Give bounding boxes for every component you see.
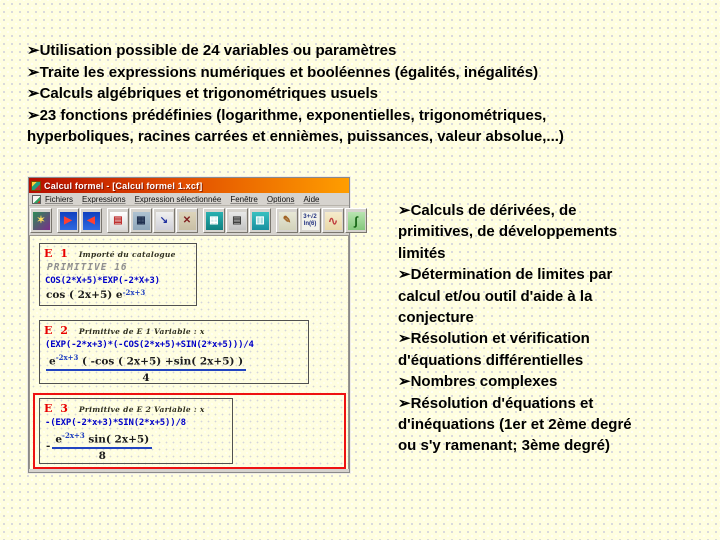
catalog-book-icon-glyph: ▤	[110, 212, 127, 230]
feature-list-right	[398, 200, 713, 457]
bullet-line: ➢23 fonctions prédéfinies (logarithme, exponentielles, trigonométriques,	[27, 106, 547, 124]
app-icon	[31, 181, 41, 191]
expression-rendered	[46, 289, 192, 301]
bullet-line-continuation: d'équations différentielles	[398, 351, 584, 369]
fraction-numerator	[52, 431, 152, 449]
annotate-icon-glyph: ✎	[279, 212, 296, 230]
selection-highlight	[33, 393, 346, 469]
wizard-arrow-icon[interactable]	[153, 208, 175, 233]
bullet-line-continuation: hyperboliques, racines carrées et ennièmes, puissances, valeur absolue,...)	[27, 128, 564, 145]
rendered-exponent: -2x+3	[55, 353, 79, 362]
fraction	[46, 353, 246, 384]
expression-panel-e2[interactable]	[39, 320, 309, 384]
menu-expressions[interactable]: Expressions	[82, 194, 126, 204]
keyboard-icon[interactable]	[130, 208, 152, 233]
annotate-icon[interactable]	[276, 208, 298, 233]
numeric-eval-line1: 3+√2	[303, 214, 317, 220]
rendered-base: e	[49, 355, 56, 368]
bullet-line: ➢Résolution et vérification	[398, 330, 590, 348]
bullet-line-continuation: primitives, de développements	[398, 223, 618, 241]
save-file-icon-glyph: ◀	[83, 212, 100, 230]
rendered-rest: ( -cos ( 2x+5) +sin( 2x+5) )	[78, 355, 244, 368]
expression-rendered	[46, 431, 228, 462]
fraction	[52, 431, 152, 462]
bullet-line: ➢Utilisation possible de 24 variables ou paramètres	[27, 42, 397, 59]
bullet-line-continuation: ou s'y ramenant; 3ème degré)	[398, 437, 610, 455]
expression-input: COS(2*X+5)*EXP(-2*X+3)	[45, 276, 160, 286]
panel-header	[44, 402, 228, 415]
bullet-line: ➢Détermination de limites par	[398, 266, 613, 284]
curve-plot-icon[interactable]	[322, 208, 344, 233]
bullet-line-continuation: limités	[398, 244, 446, 262]
expression-id: E 2	[44, 324, 70, 337]
tools-icon-glyph: ✕	[179, 212, 196, 230]
save-file-icon[interactable]	[80, 208, 102, 233]
expression-input: (EXP(-2*x+3)*(-COS(2*x+5)+SIN(2*x+5)))/4	[45, 340, 254, 350]
bullet-line: ➢Calculs de dérivées, de	[398, 202, 577, 219]
rendered-exponent: -2x+3	[62, 431, 85, 440]
document-area	[29, 236, 349, 469]
menu-fichiers[interactable]: Fichiers	[45, 194, 74, 204]
bullet-line: ➢Résolution d'équations et	[398, 394, 594, 412]
toolbar	[29, 206, 358, 236]
title-bar[interactable]	[29, 178, 349, 193]
expression-meta: PRIMITIVE 16	[47, 262, 128, 273]
bullet-line-continuation: d'inéquations (1er et 2ème degré	[398, 416, 632, 434]
menu-options[interactable]: Options	[266, 194, 295, 204]
rendered-base: e	[55, 433, 63, 446]
fraction-numerator	[46, 353, 246, 371]
palette-icon-glyph: ✶	[33, 212, 50, 230]
numeric-eval-icon-glyph	[302, 212, 319, 230]
calculator-icon[interactable]	[203, 208, 225, 233]
expression-panel-e1[interactable]	[39, 243, 197, 306]
expression-id: E 3	[44, 402, 70, 415]
menu-bar	[29, 193, 349, 206]
wizard-arrow-icon-glyph: ↘	[156, 212, 173, 230]
palette-icon[interactable]	[30, 208, 52, 233]
export-calc-icon-glyph: ▥	[252, 212, 269, 230]
fraction-sign: -	[46, 440, 51, 453]
open-file-icon[interactable]	[57, 208, 79, 233]
menu-expression-selectionnee[interactable]: Expression sélectionnée	[134, 194, 222, 204]
printer-icon-glyph: ▤	[229, 212, 246, 230]
bullet-line-continuation: calcul et/ou outil d'aide à la	[398, 287, 593, 305]
expression-input: -(EXP(-2*x+3)*SIN(2*x+5))/8	[45, 418, 186, 428]
window-title: Calcul formel - [Calcul formel 1.xcf]	[44, 180, 203, 191]
numeric-eval-line2: ln(6)	[303, 220, 317, 227]
curve-plot-icon-glyph: ∿	[325, 212, 342, 230]
menu-fenetre[interactable]: Fenêtre	[230, 194, 258, 204]
integral-area-icon[interactable]	[345, 208, 367, 233]
bullet-line: ➢Traite les expressions numériques et booléennes (égalités, inégalités)	[27, 63, 539, 81]
child-window-icon[interactable]	[32, 195, 41, 204]
expression-panel-e3[interactable]	[39, 398, 233, 464]
expression-subtitle: Primitive de E 2 Variable : x	[78, 405, 205, 414]
panel-header	[44, 247, 192, 260]
printer-icon[interactable]	[226, 208, 248, 233]
expression-id: E 1	[44, 247, 70, 260]
fraction-denominator: 4	[142, 371, 150, 384]
panel-header	[44, 324, 304, 337]
bullet-line: ➢Calculs algébriques et trigonométriques usuels	[27, 85, 378, 102]
expression-subtitle: Primitive de E 1 Variable : x	[78, 327, 205, 336]
expression-rendered	[46, 353, 304, 384]
rendered-exponent: -2x+3	[122, 288, 146, 297]
export-calc-icon[interactable]	[249, 208, 271, 233]
keyboard-icon-glyph: ▦	[133, 212, 150, 230]
rendered-main: cos ( 2x+5) e	[46, 289, 123, 301]
open-file-icon-glyph: ▶	[60, 212, 77, 230]
rendered-rest: sin( 2x+5)	[84, 433, 150, 446]
bullet-line-continuation: conjecture	[398, 309, 474, 327]
bullet-line: ➢Nombres complexes	[398, 373, 558, 391]
numeric-eval-icon[interactable]	[299, 208, 321, 233]
calculator-icon-glyph: ▦	[206, 212, 223, 230]
expression-subtitle: Importé du catalogue	[78, 250, 176, 259]
catalog-book-icon[interactable]	[107, 208, 129, 233]
fraction-denominator: 8	[98, 449, 106, 462]
integral-area-icon-glyph: ∫	[348, 212, 365, 230]
calcul-formel-window	[28, 177, 358, 473]
feature-list-top	[27, 40, 703, 148]
menu-aide[interactable]: Aide	[303, 194, 320, 204]
tools-icon[interactable]	[176, 208, 198, 233]
